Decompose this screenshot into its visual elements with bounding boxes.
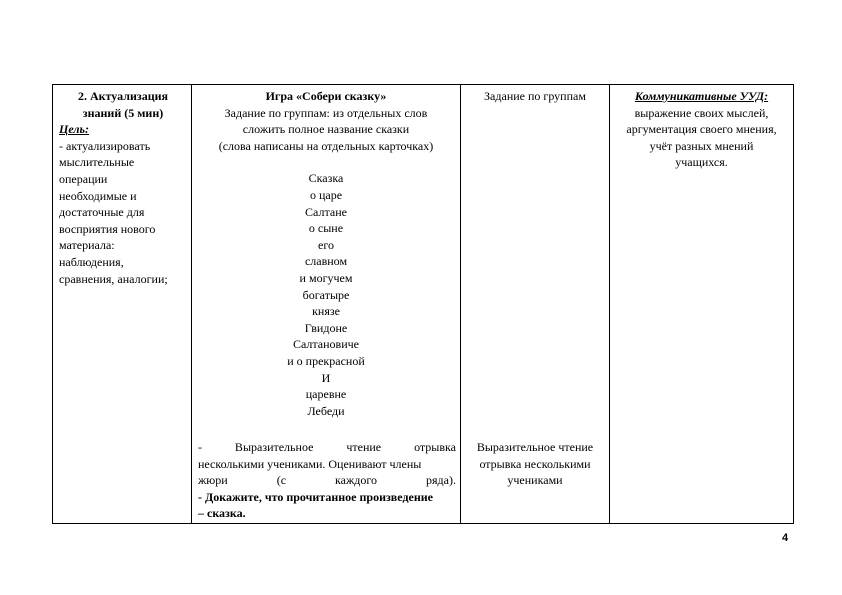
instruction-line: Задание по группам: из отдельных слов [224,105,428,120]
goal-line: достаточные для [59,205,145,220]
stage-column [53,85,192,523]
reading-line: - Выразительное чтение отрывка [198,440,456,454]
goal-line: материала: [59,238,115,253]
instruction-line: (слова написаны на отдельных карточках) [218,138,434,153]
uud-line: аргументация своего мнения, [626,122,777,137]
goal-line: операции [59,171,108,186]
stage-title-line1: 2. Актуализация [77,89,169,103]
word-card: и могучем [299,270,353,285]
word-card: его [318,237,334,252]
stage-title-line2: знаний (5 мин) [82,105,164,120]
page-number: 4 [782,532,789,544]
group-task: Задание по группам [484,89,586,103]
word-card: о сыне [308,221,344,236]
student-reading-block [465,439,605,489]
word-cards [198,170,454,419]
word-card: Сказка [308,171,344,186]
goal-line: - актуализировать [59,138,151,153]
reading-line: несколькими учениками. Оценивают члены [198,456,422,471]
word-card: Салтане [305,204,347,219]
student-activity-column [461,85,610,523]
goal-line: мыслительные [59,155,135,170]
lesson-table [52,84,794,524]
student-reading-line: отрывка несколькими [479,456,591,471]
word-card: Салтановиче [292,337,359,352]
goal-line: наблюдения, [59,254,124,269]
goal-label: Цель: [59,122,89,137]
student-reading-line: Выразительное чтение [476,440,594,454]
word-card: славном [304,254,348,269]
word-card: И [321,370,331,385]
reading-line: жюри (с каждого ряда). [198,473,456,488]
instruction-line: сложить полное название сказки [242,122,410,137]
question-line: - Докажите, что прочитанное произведение [198,489,434,504]
word-card: богатыре [302,287,350,302]
word-card: князе [312,304,340,319]
goal-line: восприятия нового [59,221,156,236]
reading-block [198,439,456,522]
question-line: – сказка. [198,506,246,521]
word-card: и о прекрасной [287,353,365,368]
word-card: Лебеди [307,403,345,418]
word-card: Гвидоне [304,320,348,335]
word-card: о царе [309,187,343,202]
teacher-activity-column [192,85,461,523]
uud-line: учёт разных мнений [649,138,754,153]
uud-label: Коммуникативные УУД: [634,89,769,103]
uud-column [610,85,793,523]
goal-line: необходимые и [59,188,137,203]
uud-line: выражение своих мыслей, [634,105,769,120]
uud-line: учащихся. [675,155,728,170]
game-title: Игра «Собери сказку» [265,89,387,103]
word-card: царевне [305,387,347,402]
goal-line: сравнения, аналогии; [59,271,168,286]
student-reading-line: учениками [507,473,563,488]
